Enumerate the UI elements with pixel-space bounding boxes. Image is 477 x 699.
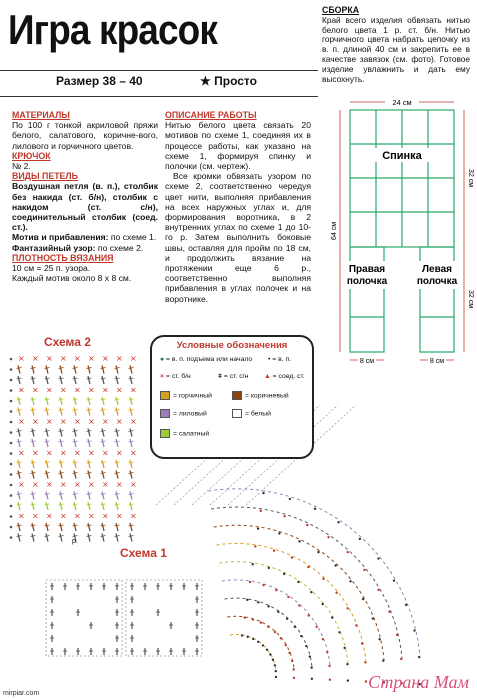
stitch-dot [266, 648, 268, 650]
left-front-label: Левая полочка [416, 264, 458, 287]
materials-heading: МАТЕРИАЛЫ [12, 110, 70, 120]
stitch-dot [260, 621, 262, 623]
stitch-dot [267, 626, 269, 628]
x-stitch-icon: × [160, 373, 164, 380]
swatch-lime-icon [160, 429, 170, 438]
stitch-dot [322, 603, 324, 605]
stitch-dot [334, 564, 336, 566]
sc-stitch-icon: × [130, 480, 137, 489]
legend-item: • = в. п. [268, 356, 292, 363]
sc-stitch-icon: × [130, 448, 137, 458]
stitch-dot [243, 616, 245, 618]
sc-stitch-icon: × [74, 480, 81, 489]
motif-size-text: Каждый мотив около 8 х 8 см. [12, 273, 132, 284]
stitch-dot [247, 636, 249, 638]
fan-row [208, 489, 420, 657]
sc-stitch-icon: × [18, 417, 25, 426]
stitch-dot [291, 660, 293, 662]
back-label: Спинка [382, 150, 422, 162]
legend-item: ǂ = ст. с/н [218, 373, 249, 380]
stitch-dot [252, 563, 254, 565]
stitch-dot [285, 644, 287, 646]
sc-stitch-icon: × [32, 354, 39, 363]
swatch-mustard-icon [160, 391, 170, 400]
stitch-dot [275, 670, 277, 672]
sc-stitch-icon: × [46, 354, 53, 363]
legend-item: = белый [232, 409, 271, 418]
stitch-dot [306, 524, 308, 526]
stitch-dot [337, 521, 339, 523]
sc-stitch-icon: × [116, 385, 123, 395]
dot-green-icon: ● [160, 356, 165, 363]
sc-stitch-icon: × [102, 385, 109, 395]
stitch-dot [286, 618, 288, 620]
fancy-text: Фантазийный узор: по схеме 2. [12, 242, 144, 253]
stitch-dot [418, 656, 420, 658]
stitch-dot [346, 607, 348, 609]
legend-item: ● = в. п. подъема или начало [160, 356, 253, 363]
stitch-dot [293, 668, 295, 670]
sc-stitch-icon: × [74, 511, 81, 521]
size-label: Размер 38 – 40 [56, 74, 143, 88]
stitch-dot [378, 638, 380, 640]
density-text: 10 см = 25 п. узора. [12, 263, 91, 274]
star-icon: ★ [200, 74, 211, 88]
sc-stitch-icon: × [74, 417, 81, 426]
stitch-dot [307, 566, 309, 568]
stitch-dot [252, 618, 254, 620]
fan-row [214, 525, 384, 660]
sc-stitch-icon: × [60, 385, 67, 395]
stitch-dot [361, 642, 363, 644]
stitch-dot [275, 589, 277, 591]
materials-text: По 100 г тонкой акриловой пряжи белого, салатового, коричне-вого, лилового и горчичного цветов. [12, 120, 158, 151]
width-left-label: 8 см [359, 358, 375, 365]
stitch-dot [291, 556, 293, 558]
divider [0, 96, 318, 97]
sc-stitch-icon: × [32, 417, 39, 426]
sc-stitch-icon: × [18, 385, 25, 395]
motif-square [46, 580, 122, 656]
stitch-dot [314, 508, 316, 510]
swatch-white-icon [232, 409, 242, 418]
stitch-dot [278, 532, 280, 534]
sc-stitch-icon: × [46, 511, 53, 521]
stitch-dot [343, 647, 345, 649]
stitch-dot [355, 624, 357, 626]
stitch-dot [252, 638, 254, 640]
stitch-dot [262, 644, 264, 646]
materials-column [12, 110, 158, 283]
stitch-dot [347, 679, 349, 681]
sc-stitch-icon: × [88, 448, 95, 458]
width-right-label: 8 см [429, 358, 445, 365]
sc-stitch-icon: × [88, 480, 95, 489]
sc-stitch-icon: × [46, 385, 53, 395]
motif-square [126, 580, 202, 656]
stitch-dot [338, 631, 340, 633]
legend-item: × = ст. б/н [160, 373, 191, 380]
sc-stitch-icon: × [102, 448, 109, 458]
stitch-dot [257, 601, 259, 603]
stitch-dot [328, 665, 330, 667]
legend-item: = лиловый [160, 409, 207, 418]
stitch-dot [327, 536, 329, 538]
swatch-lilac-icon [160, 409, 170, 418]
fan-row [219, 562, 348, 664]
width-top-label: 24 см [392, 98, 412, 107]
sc-stitch-icon: × [18, 511, 25, 521]
sc-stitch-icon: × [130, 354, 137, 363]
stitch-dot [347, 551, 349, 553]
sc-stitch-icon: × [74, 448, 81, 458]
fan-row [225, 598, 312, 667]
legend-item: = коричневый [232, 391, 289, 400]
sc-stitch-icon: × [102, 480, 109, 489]
stitch-dot [382, 659, 384, 661]
divider [0, 70, 318, 71]
sc-stitch-icon: × [60, 354, 67, 363]
stitch-dot [277, 611, 279, 613]
sc-stitch-icon: × [18, 354, 25, 363]
stitch-dot [273, 549, 275, 551]
sc-stitch-icon: × [60, 417, 67, 426]
stitch-dot [288, 652, 290, 654]
legend-item: = горчичный [160, 391, 212, 400]
sc-stitch-icon: × [32, 385, 39, 395]
stitch-dot [283, 515, 285, 517]
sc-stitch-icon: × [116, 511, 123, 521]
stitch-dot [283, 573, 285, 575]
stitch-dot [326, 651, 328, 653]
sc-stitch-icon: × [116, 448, 123, 458]
density-heading: ПЛОТНОСТЬ ВЯЗАНИЯ [12, 252, 114, 263]
description-p2: Все кромки обвязать узором по схеме 2, соответственно чередуя цвет нити, выполняя прибавления на всех наружных углах и, для формирования воротника, в 2 внутренних углах по схеме 1 до 10-го р. Затем выполнить боковые швы, оставляя для пройм по 18 см, и продолжить вязание на протяжении еще 6 р., соответственно выполняя прибавления в углах полочек и на воротнике. [165, 171, 311, 304]
sc-stitch-icon: × [74, 385, 81, 395]
stitch-dot [246, 599, 248, 601]
stitch-dot [274, 664, 276, 666]
stitch-dot [257, 527, 259, 529]
sc-stitch-icon: × [46, 417, 53, 426]
legend-item: ▲ = соед. ст. [264, 373, 305, 380]
start-mark: р. [72, 538, 78, 545]
motif-text: Мотив и прибавления: по схеме 1. [12, 232, 157, 243]
stitch-dot [335, 592, 337, 594]
stitch-dot [260, 510, 262, 512]
height-bottom-label: 32 см [467, 289, 474, 309]
stitch-dot [300, 635, 302, 637]
page-title: Игра красок [8, 6, 217, 53]
slip-stitch-icon: ▲ [264, 373, 271, 380]
stitch-dot [294, 626, 296, 628]
loops-text: Воздушная петля (в. п.), столбик без накида (ст. б/н), столбик с накидом (ст. с/н), соединительный столбик (соед. ст.). [12, 181, 158, 233]
description-p1: Нитью белого цвета связать 20 мотивов по схеме 1, соединяя их в процессе работы, как указано на схеме 1, формируя спинку и полочки (см. чертеж). [165, 120, 311, 172]
stitch-dot [377, 589, 379, 591]
sc-stitch-icon: × [32, 480, 39, 489]
stitch-dot [329, 678, 331, 680]
assembly-heading: СБОРКА [322, 5, 360, 15]
legend-box [150, 335, 314, 459]
loops-heading: ВИДЫ ПЕТЕЛЬ [12, 171, 78, 182]
stitch-dot [349, 580, 351, 582]
stitch-dot [274, 631, 276, 633]
stitch-dot [405, 604, 407, 606]
sc-stitch-icon: × [88, 385, 95, 395]
stitch-dot [388, 610, 390, 612]
height-top-label: 32 см [467, 168, 474, 188]
stitch-dot [289, 498, 291, 500]
stitch-dot [309, 655, 311, 657]
stitch-dot [364, 661, 366, 663]
stitch-dot [262, 584, 264, 586]
stitch-dot [298, 604, 300, 606]
stitch-dot [268, 567, 270, 569]
stitch-dot [308, 614, 310, 616]
stitch-dot [262, 492, 264, 494]
stitch-dot [331, 616, 333, 618]
stitch-dot [396, 634, 398, 636]
stitch-dot [305, 645, 307, 647]
hook-heading: КРЮЧОК [12, 150, 51, 161]
legend-item: = салатный [160, 429, 209, 438]
dot-icon: • [268, 356, 271, 363]
stitch-dot [310, 591, 312, 593]
sc-stitch-icon: × [32, 448, 39, 458]
sc-stitch-icon: × [130, 511, 137, 521]
scheme2-title: Схема 2 [44, 335, 91, 349]
stitch-dot [359, 538, 361, 540]
stitch-dot [393, 579, 395, 581]
stitch-dot [377, 557, 379, 559]
stitch-dot [280, 637, 282, 639]
stitch-dot [293, 677, 295, 679]
stitch-dot [254, 545, 256, 547]
stitch-dot [267, 605, 269, 607]
sc-stitch-icon: × [74, 354, 81, 363]
stitch-dot [257, 641, 259, 643]
stitch-dot [241, 634, 243, 636]
stitch-dot [363, 569, 365, 571]
sc-stitch-icon: × [88, 511, 95, 521]
sc-stitch-icon: × [102, 511, 109, 521]
stitch-dot [317, 551, 319, 553]
fan-row [211, 507, 402, 658]
stitch-dot [400, 658, 402, 660]
difficulty-label: ★ Просто [200, 74, 257, 88]
sc-stitch-icon: × [60, 511, 67, 521]
legend-title: Условные обозначения [176, 340, 288, 351]
scheme1-title: Схема 1 [120, 546, 167, 560]
height-total-label: 64 см [331, 221, 338, 241]
swatch-brown-icon [232, 391, 242, 400]
stitch-dot [322, 638, 324, 640]
sc-stitch-icon: × [88, 354, 95, 363]
stitch-dot [365, 680, 367, 682]
sc-stitch-icon: × [46, 480, 53, 489]
stitch-dot [372, 617, 374, 619]
stitch-dot [311, 678, 313, 680]
sc-stitch-icon: × [18, 448, 25, 458]
sc-stitch-icon: × [18, 480, 25, 489]
watermark: Страна Мам [368, 672, 469, 692]
assembly-column [322, 6, 470, 84]
stitch-dot [272, 659, 274, 661]
credit: mirpiar.com [3, 690, 40, 697]
stitch-dot [275, 676, 277, 678]
garment-diagram [330, 96, 475, 366]
sc-stitch-icon: × [32, 511, 39, 521]
stitch-dot [287, 596, 289, 598]
sc-stitch-icon: × [130, 417, 137, 426]
stitch-dot [297, 581, 299, 583]
sc-stitch-icon: × [60, 448, 67, 458]
hook-text: № 2. [12, 161, 31, 172]
sc-stitch-icon: × [102, 417, 109, 426]
stitch-dot [322, 578, 324, 580]
assembly-text: Край всего изделия обвязать нитью белого цвета 1 р. ст. б/н. Нитью горчичного цвета набрать цепочку из в. п. длиной 40 см и закрепить ее в качестве завязок (см. фото). Готовое изделие увлажнить и дать ему высохнуть. [322, 14, 470, 84]
description-heading: ОПИСАНИЕ РАБОТЫ [165, 110, 257, 120]
stitch-dot [362, 598, 364, 600]
stitch-dot [249, 581, 251, 583]
sc-stitch-icon: × [116, 417, 123, 426]
sc-stitch-icon: × [60, 480, 67, 489]
sc-stitch-icon: × [102, 354, 109, 363]
stitch-dot [298, 540, 300, 542]
stitch-dot [316, 626, 318, 628]
sc-stitch-icon: × [88, 417, 95, 426]
stitch-dot [269, 653, 271, 655]
sc-stitch-icon: × [116, 354, 123, 363]
stitch-dot [413, 629, 415, 631]
dc-stitch-icon: ǂ [218, 373, 222, 380]
sc-stitch-icon: × [130, 385, 137, 395]
stitch-dot [346, 663, 348, 665]
sc-stitch-icon: × [46, 448, 53, 458]
right-front-label: Правая полочка [346, 264, 388, 287]
stitch-dot [310, 666, 312, 668]
sc-stitch-icon: × [116, 480, 123, 489]
description-column [165, 110, 311, 304]
